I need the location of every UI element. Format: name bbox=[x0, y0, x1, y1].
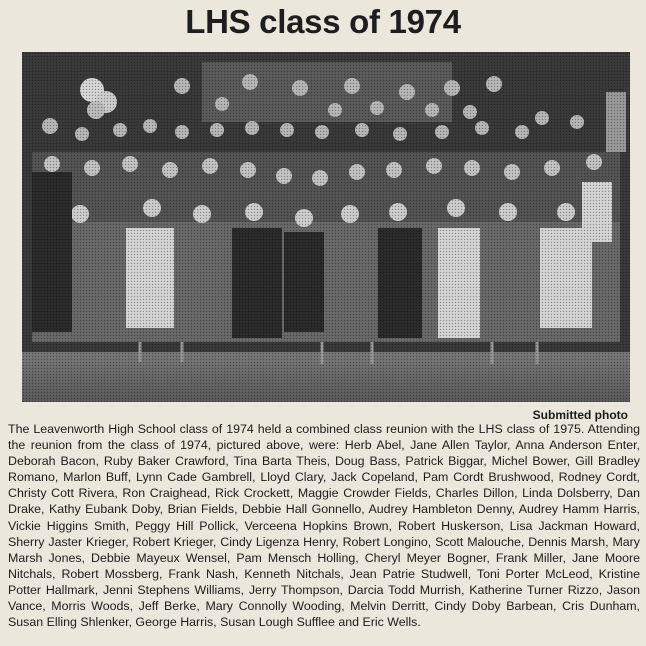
photo-caption: The Leavenworth High School class of 1974 held a combined class reunion with the LHS class of 1975. Attending the reunion from the class of 1974, pictured above, were: Herb Abel, Jane Allen Taylor, Anna Anderson Enter, Deborah Bacon, Ruby Baker Crawford, Tina Barta Theis, Doug Bass, Patrick Biggar, Michel Bower, Gill Bradley Romano, Marlon Buff, Lynn Cade Gambrell, Lloyd Clary, Jack Copeland, Pam Cordt Brushwood, Rodney Cordt, Christy Cott Rivera, Ron Craighead, Rick Crockett, Maggie Crowder Fields, Charles Dillon, Linda Dolsberry, Dan Drake, Kathy Eubank Doby, Brian Fields, Debbie Hall Gonnello, Audrey Hambleton Denny, Audrey Hamm Harris, Vickie Higgins Smith, Peggy Hill Pollick, Verceena Hopkins Brown, Robert Huskerson, Lisa Jackman Howard, Sherry Jaster Krieger, Robert Krieger, Cindy Ligenza Henry, Robert Longino, Scott Malouche, Dennis Marsh, Mary Marsh Jones, Debbie Mayeux Wensel, Pam Mensch Holling, Cheryl Meyer Bogner, Frank Miller, Jane Moore Nitchals, Robert Mossberg, Frank Nash, Kenneth Nitchals, Jean Patrie Studwell, Toni Porter McLeod, Kristine Potter Hallmark, Jenni Stephens Williams, Jerry Thompson, Darcia Todd Murrish, Katherine Turner Rizzo, Jason Vance, Morris Woods, Jeff Berke, Mary Connolly Wooding, Melvin Derritt, Cindy Doby Barbean, Cris Dunham, Susan Elling Shlenker, George Harris, Susan Lough Sufflee and Eric Wells. bbox=[8, 422, 640, 630]
group-photo-image bbox=[22, 52, 630, 402]
photo-credit: Submitted photo bbox=[532, 408, 628, 422]
group-photo bbox=[22, 52, 630, 402]
headline: LHS class of 1974 bbox=[185, 3, 461, 40]
